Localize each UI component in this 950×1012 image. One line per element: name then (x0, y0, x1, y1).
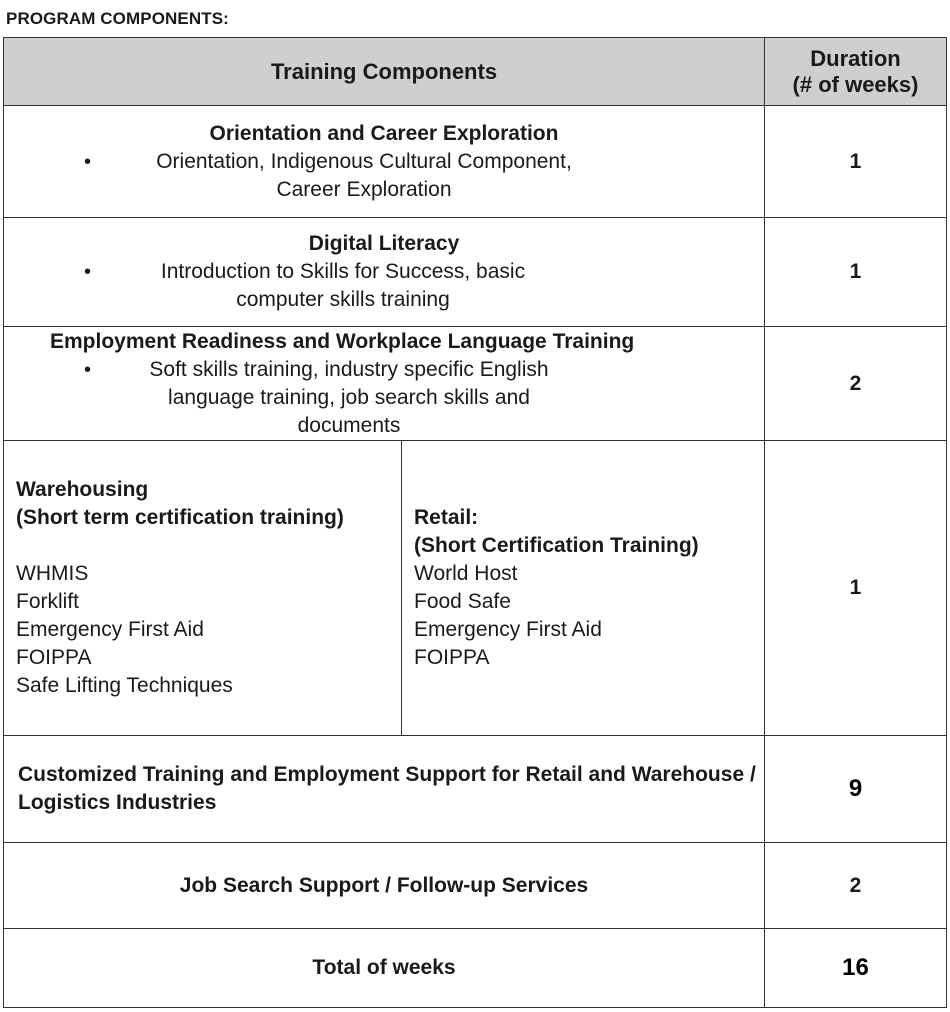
table-row (4, 736, 947, 843)
component-title: Orientation and Career Exploration (209, 121, 559, 145)
component-cell (4, 218, 765, 327)
warehousing-cell (4, 441, 402, 736)
component-cell (4, 106, 765, 218)
component-title: Employment Readiness and Workplace Language Training (50, 329, 635, 353)
list-item: Emergency First Aid (414, 618, 602, 641)
total-value: 16 (842, 954, 869, 981)
header-duration-line1: Duration (810, 45, 901, 71)
job-search-cell: Job Search Support / Follow-up Services (4, 843, 765, 929)
component-cell (4, 327, 765, 441)
header-duration (765, 38, 947, 106)
warehousing-subtitle: (Short term certification training) (16, 506, 344, 529)
duration-cell: 1 (765, 106, 947, 218)
total-label: Total of weeks (4, 929, 765, 1008)
list-item: Forklift (16, 590, 79, 613)
bullet-icon: • (84, 358, 92, 381)
component-bullet-text: Soft skills training, industry specific English language training, job search skills and documents (149, 357, 549, 437)
program-components-table (3, 37, 947, 1008)
table-row (4, 218, 947, 327)
list-item: Food Safe (414, 590, 511, 613)
table-row (4, 106, 947, 218)
list-item: FOIPPA (414, 646, 490, 669)
table-row (4, 843, 947, 929)
duration-cell: 1 (765, 441, 947, 736)
warehousing-title: Warehousing (16, 478, 149, 501)
duration-cell: 2 (765, 327, 947, 441)
component-title: Digital Literacy (308, 232, 460, 255)
table-row (4, 327, 947, 441)
retail-title: Retail: (414, 506, 479, 529)
list-item: Emergency First Aid (16, 618, 204, 641)
bullet-icon: • (84, 150, 92, 173)
table-header-row (4, 38, 947, 106)
duration-cell: 2 (765, 843, 947, 929)
customized-training-cell: Customized Training and Employment Support for Retail and Warehouse / Logistics Industries (4, 736, 765, 843)
list-item: Safe Lifting Techniques (16, 674, 233, 697)
certification-row (4, 441, 947, 736)
warehousing-list (16, 560, 401, 700)
retail-subtitle: (Short Certification Training) (414, 534, 699, 557)
bullet-icon: • (84, 261, 92, 283)
list-item: FOIPPA (16, 646, 92, 669)
total-row (4, 929, 947, 1008)
list-item: World Host (414, 562, 518, 585)
component-bullet-text: Orientation, Indigenous Cultural Component, Career Exploration (156, 149, 572, 201)
duration-value: 9 (848, 775, 863, 802)
duration-cell (765, 929, 947, 1008)
duration-cell (765, 736, 947, 843)
header-components: Training Components (4, 38, 765, 106)
header-duration-line2: (# of weeks) (792, 71, 919, 97)
duration-cell: 1 (765, 218, 947, 327)
component-bullet (4, 148, 764, 204)
retail-cell (402, 441, 765, 736)
list-item: WHMIS (16, 562, 89, 585)
component-bullet (4, 356, 764, 440)
section-title: PROGRAM COMPONENTS: (6, 9, 229, 28)
retail-list (414, 560, 764, 672)
component-bullet-text: Introduction to Skills for Success, basic computer skills training (160, 260, 526, 311)
component-bullet (4, 258, 764, 314)
